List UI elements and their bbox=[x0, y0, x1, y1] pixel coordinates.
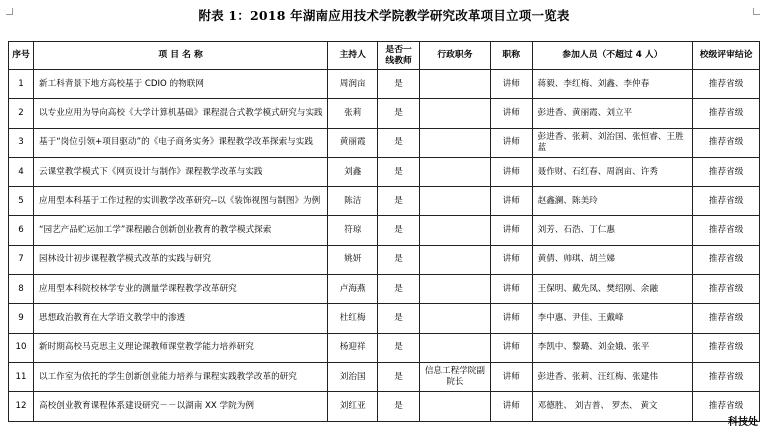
cell-host-name: 符琼 bbox=[328, 216, 378, 245]
cell-frontline-flag: 是 bbox=[378, 128, 420, 157]
cell-members: 彭进香、张莉、刘治国、张恒睿、王胜蓝 bbox=[532, 128, 693, 157]
cell-admin-role bbox=[419, 245, 490, 274]
cell-admin-role bbox=[419, 70, 490, 99]
cell-row-number: 4 bbox=[9, 157, 34, 186]
cell-review-result: 推荐省级 bbox=[693, 70, 760, 99]
cell-project-name: 思想政治教育在大学语文教学中的渗透 bbox=[34, 304, 328, 333]
header-admin-role: 行政职务 bbox=[419, 42, 490, 70]
cell-project-name: “园艺产品贮运加工学”课程融合创新创业教育的教学模式探索 bbox=[34, 216, 328, 245]
cell-review-result: 推荐省级 bbox=[693, 216, 760, 245]
cell-rank: 讲师 bbox=[490, 70, 532, 99]
cell-frontline-flag: 是 bbox=[378, 304, 420, 333]
cell-members: 赵鑫澜、陈美玲 bbox=[532, 187, 693, 216]
document-title: 附表 1：2018 年湖南应用技术学院教学研究改革项目立项一览表 bbox=[198, 8, 570, 23]
cell-host-name: 刘鑫 bbox=[328, 157, 378, 186]
cell-frontline-flag: 是 bbox=[378, 362, 420, 391]
cell-project-name: 新工科背景下地方高校基于 CDIO 的物联网 bbox=[34, 70, 328, 99]
cell-members: 李中惠、尹佳、王戴峰 bbox=[532, 304, 693, 333]
table-row bbox=[9, 245, 760, 274]
cell-admin-role bbox=[419, 157, 490, 186]
table-row bbox=[9, 128, 760, 157]
cell-rank: 讲师 bbox=[490, 128, 532, 157]
cell-frontline-flag: 是 bbox=[378, 157, 420, 186]
cell-rank: 讲师 bbox=[490, 304, 532, 333]
cell-admin-role: 信息工程学院副院长 bbox=[419, 362, 490, 391]
cell-review-result: 推荐省级 bbox=[693, 362, 760, 391]
cell-rank: 讲师 bbox=[490, 157, 532, 186]
cell-host-name: 张莉 bbox=[328, 99, 378, 128]
cell-rank: 讲师 bbox=[490, 362, 532, 391]
cell-members: 刘芳、石浩、丁仁惠 bbox=[532, 216, 693, 245]
cell-members: 黄倩、帅琪、胡兰娣 bbox=[532, 245, 693, 274]
cell-frontline-flag: 是 bbox=[378, 187, 420, 216]
cell-review-result: 推荐省级 bbox=[693, 99, 760, 128]
header-row bbox=[9, 42, 760, 70]
table-row bbox=[9, 187, 760, 216]
cell-members: 彭进香、张莉、汪红梅、张建伟 bbox=[532, 362, 693, 391]
cell-project-name: 基于“岗位引领+项目驱动”的《电子商务实务》课程教学改革探索与实践 bbox=[34, 128, 328, 157]
cell-host-name: 陈洁 bbox=[328, 187, 378, 216]
cell-admin-role bbox=[419, 128, 490, 157]
cell-host-name: 周润亩 bbox=[328, 70, 378, 99]
table-row bbox=[9, 99, 760, 128]
cell-project-name: 园林设计初步课程教学模式改革的实践与研究 bbox=[34, 245, 328, 274]
cell-admin-role bbox=[419, 275, 490, 304]
table-row bbox=[9, 333, 760, 362]
cell-row-number: 7 bbox=[9, 245, 34, 274]
cell-row-number: 10 bbox=[9, 333, 34, 362]
cell-row-number: 3 bbox=[9, 128, 34, 157]
cell-review-result: 推荐省级 bbox=[693, 128, 760, 157]
cell-review-result: 推荐省级 bbox=[693, 275, 760, 304]
table-body bbox=[9, 70, 760, 422]
cell-members: 邓德胜、 刘吉普、 罗杰、 黄文 bbox=[532, 392, 693, 421]
cell-members: 蒋毅、李红梅、刘鑫、李仲春 bbox=[532, 70, 693, 99]
cell-project-name: 以工作室为依托的学生创新创业能力培养与课程实践教学改革的研究 bbox=[34, 362, 328, 391]
cell-frontline-flag: 是 bbox=[378, 333, 420, 362]
cell-project-name: 应用型本科院校林学专业的测量学课程教学改革研究 bbox=[34, 275, 328, 304]
cell-rank: 讲师 bbox=[490, 333, 532, 362]
cell-row-number: 1 bbox=[9, 70, 34, 99]
cell-row-number: 5 bbox=[9, 187, 34, 216]
cell-rank: 讲师 bbox=[490, 216, 532, 245]
cell-frontline-flag: 是 bbox=[378, 275, 420, 304]
cell-host-name: 姚妍 bbox=[328, 245, 378, 274]
cell-admin-role bbox=[419, 392, 490, 421]
cell-row-number: 6 bbox=[9, 216, 34, 245]
cell-frontline-flag: 是 bbox=[378, 70, 420, 99]
table-header bbox=[9, 42, 760, 70]
cell-admin-role bbox=[419, 216, 490, 245]
cell-rank: 讲师 bbox=[490, 187, 532, 216]
cell-project-name: 以专业应用为导向高校《大学计算机基础》课程混合式教学模式研究与实践 bbox=[34, 99, 328, 128]
cell-frontline-flag: 是 bbox=[378, 392, 420, 421]
cell-row-number: 12 bbox=[9, 392, 34, 421]
cell-admin-role bbox=[419, 304, 490, 333]
cell-project-name: 云课堂教学模式下《网页设计与制作》课程教学改革与实践 bbox=[34, 157, 328, 186]
cell-rank: 讲师 bbox=[490, 245, 532, 274]
cell-members: 聂作财、石红春、周润亩、许秀 bbox=[532, 157, 693, 186]
cell-project-name: 高校创业教育课程体系建设研究－－以湖南 XX 学院为例 bbox=[34, 392, 328, 421]
header-host: 主持人 bbox=[328, 42, 378, 70]
cell-row-number: 8 bbox=[9, 275, 34, 304]
header-no: 序号 bbox=[9, 42, 34, 70]
cell-row-number: 9 bbox=[9, 304, 34, 333]
cell-host-name: 卢海燕 bbox=[328, 275, 378, 304]
cell-host-name: 刘红亚 bbox=[328, 392, 378, 421]
cell-admin-role bbox=[419, 187, 490, 216]
header-result: 校级评审结论 bbox=[693, 42, 760, 70]
cell-host-name: 黄丽霞 bbox=[328, 128, 378, 157]
cell-frontline-flag: 是 bbox=[378, 216, 420, 245]
cell-frontline-flag: 是 bbox=[378, 99, 420, 128]
table-row bbox=[9, 362, 760, 391]
cell-review-result: 推荐省级 bbox=[693, 187, 760, 216]
cell-host-name: 刘治国 bbox=[328, 362, 378, 391]
cell-host-name: 杨迎祥 bbox=[328, 333, 378, 362]
cell-rank: 讲师 bbox=[490, 392, 532, 421]
header-rank: 职称 bbox=[490, 42, 532, 70]
cell-admin-role bbox=[419, 99, 490, 128]
cell-frontline-flag: 是 bbox=[378, 245, 420, 274]
cell-rank: 讲师 bbox=[490, 99, 532, 128]
cell-row-number: 11 bbox=[9, 362, 34, 391]
cell-review-result: 推荐省级 bbox=[693, 333, 760, 362]
cell-review-result: 推荐省级 bbox=[693, 392, 760, 421]
office-watermark: 科技处 bbox=[728, 417, 758, 428]
project-table bbox=[8, 41, 760, 422]
header-frontline: 是否一线教师 bbox=[378, 42, 420, 70]
cell-members: 李凯中、黎璐、刘金娥、张平 bbox=[532, 333, 693, 362]
header-project-name: 项 目 名 称 bbox=[34, 42, 328, 70]
cell-review-result: 推荐省级 bbox=[693, 157, 760, 186]
cell-members: 彭进香、黄丽霞、刘立平 bbox=[532, 99, 693, 128]
cell-row-number: 2 bbox=[9, 99, 34, 128]
cell-project-name: 应用型本科基于工作过程的实训教学改革研究--以《装饰视图与制图》为例 bbox=[34, 187, 328, 216]
cell-members: 王保明、戴先凤、樊绍刚、余融 bbox=[532, 275, 693, 304]
table-row bbox=[9, 216, 760, 245]
header-members: 参加人员（不超过 4 人） bbox=[532, 42, 693, 70]
table-row bbox=[9, 304, 760, 333]
cell-project-name: 新时期高校马克思主义理论课教师课堂教学能力培养研究 bbox=[34, 333, 328, 362]
cell-rank: 讲师 bbox=[490, 275, 532, 304]
table-row bbox=[9, 157, 760, 186]
table-row bbox=[9, 392, 760, 421]
cell-review-result: 推荐省级 bbox=[693, 304, 760, 333]
cell-admin-role bbox=[419, 333, 490, 362]
cell-host-name: 杜红梅 bbox=[328, 304, 378, 333]
cell-review-result: 推荐省级 bbox=[693, 245, 760, 274]
table-row bbox=[9, 70, 760, 99]
table-row bbox=[9, 275, 760, 304]
